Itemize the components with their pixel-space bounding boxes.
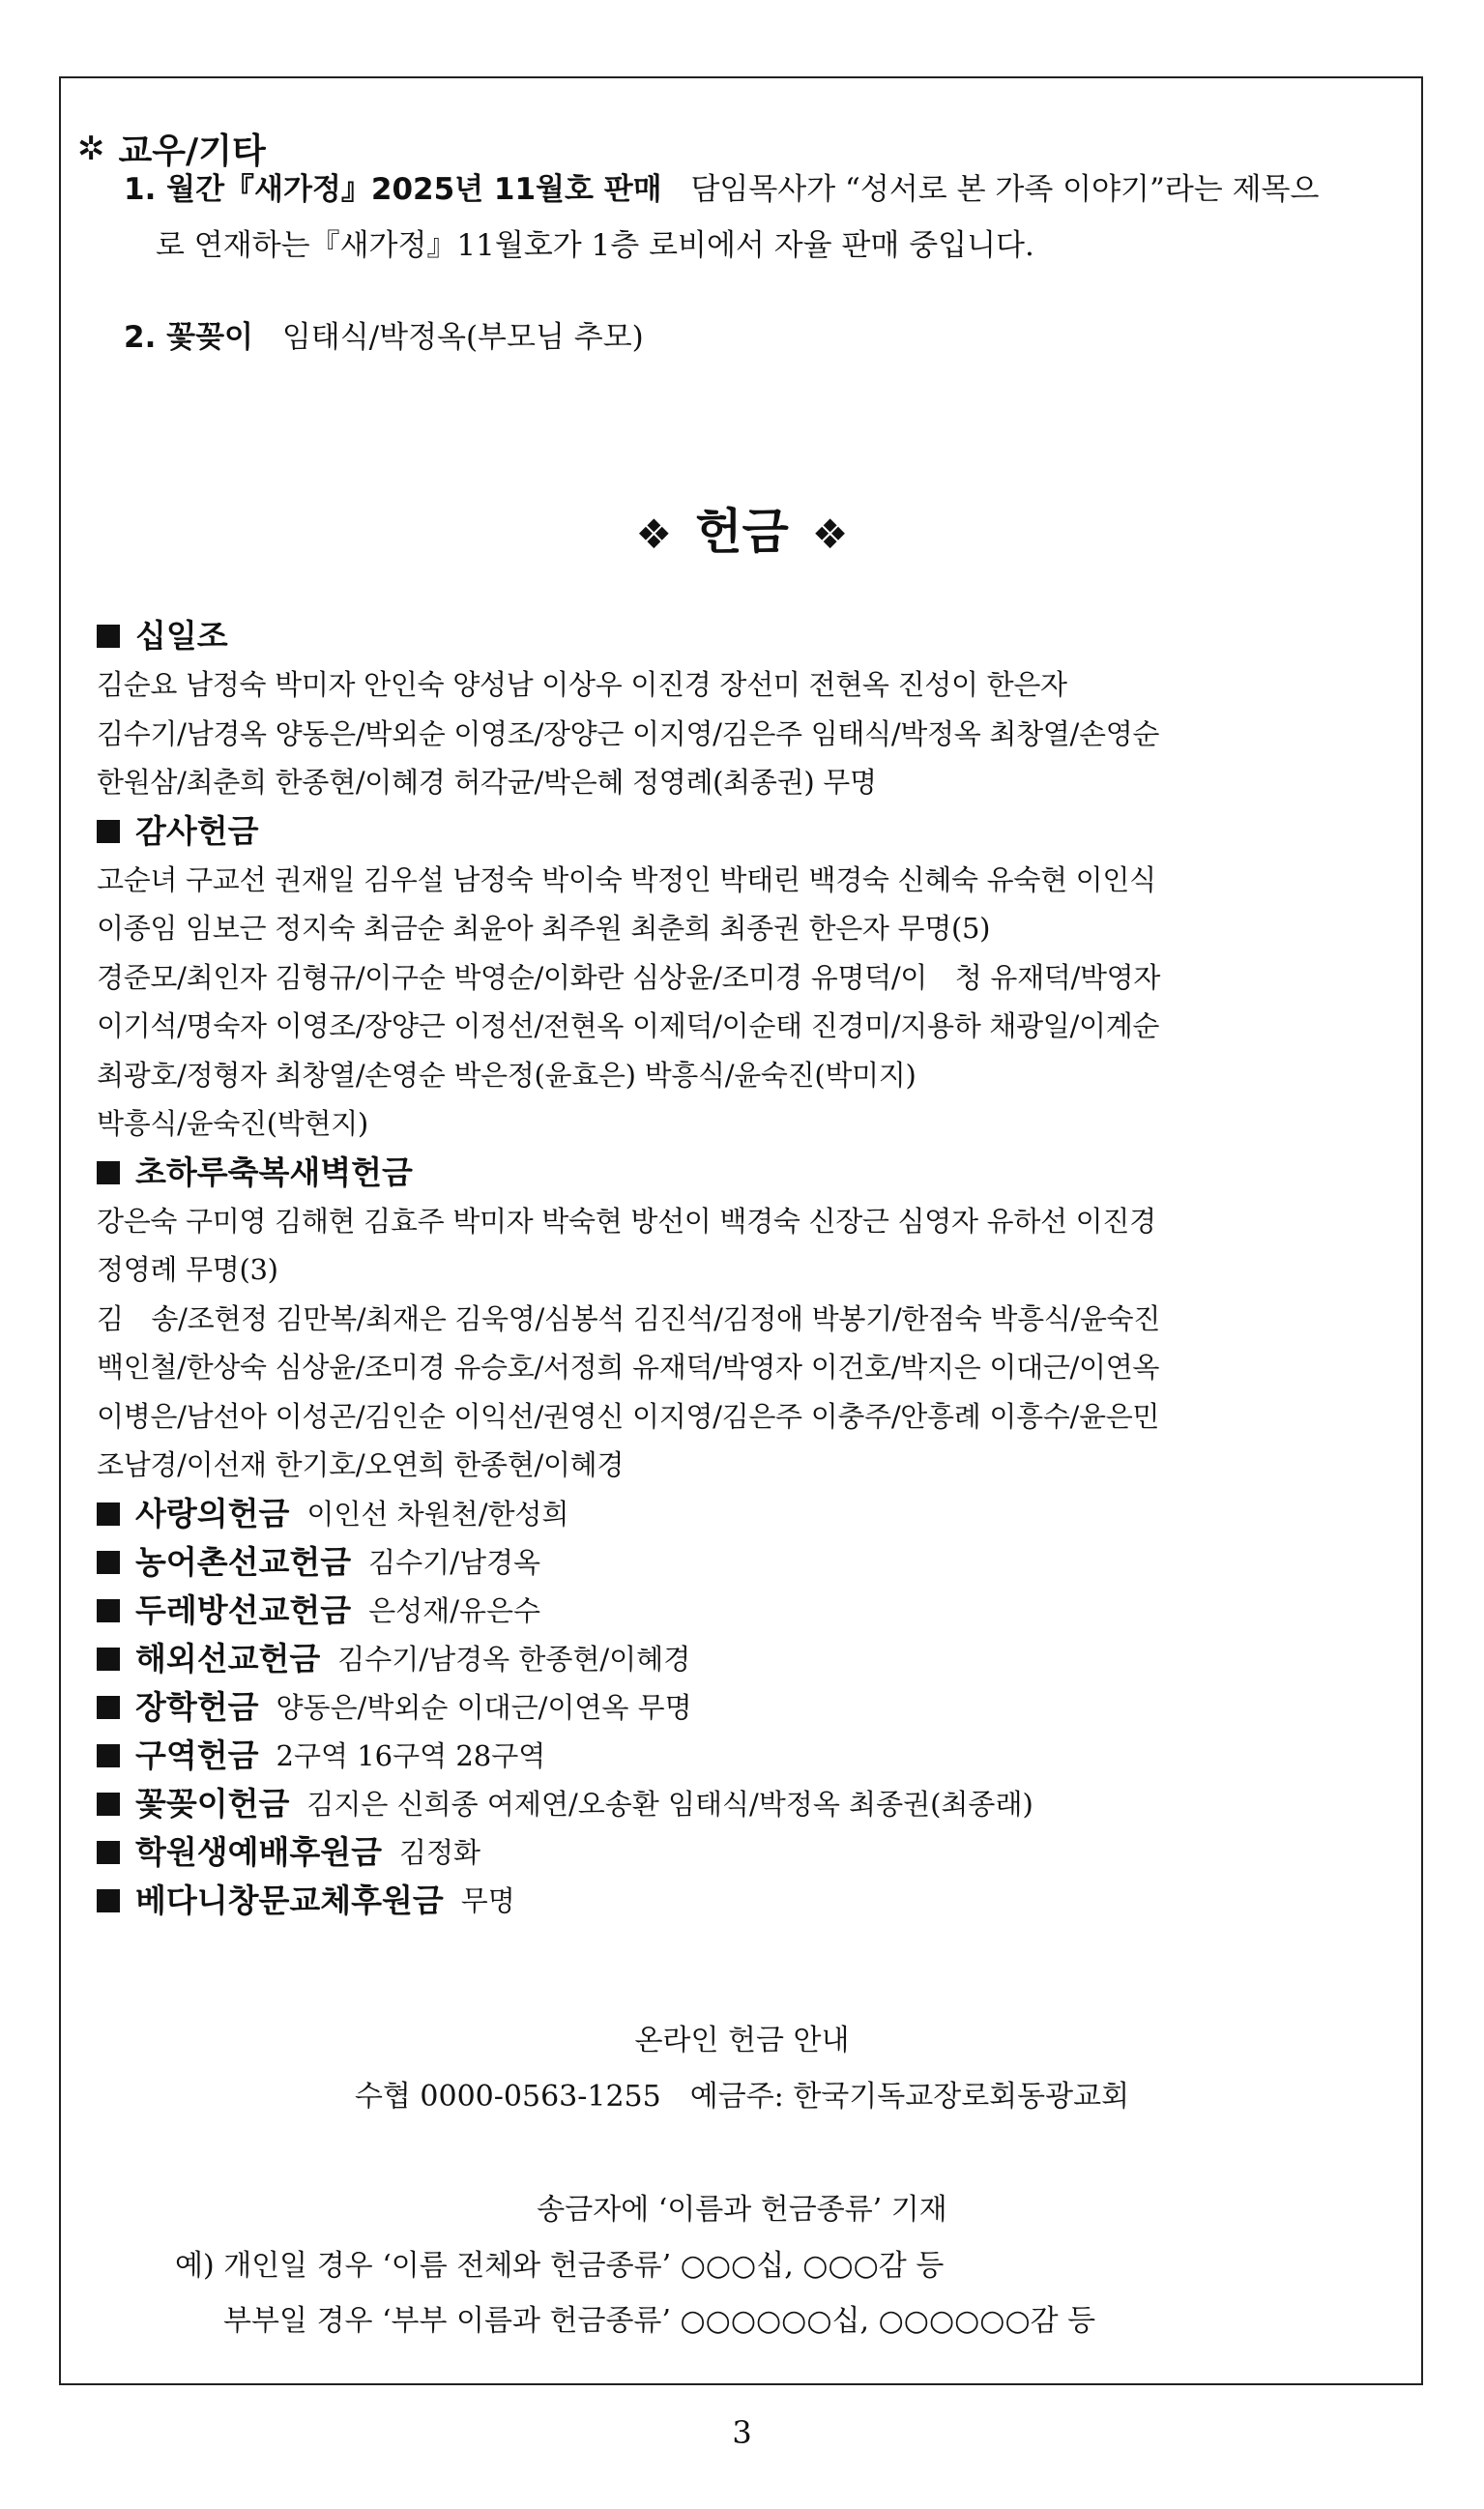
list-item: 김순요 남정숙 박미자 안인숙 양성남 이상우 이진경 장선미 전현옥 진성이 한은자 <box>97 668 1067 701</box>
online-example-individual: 예) 개인일 경우 ‘이름 전체와 헌금종류’ ○○○십, ○○○감 등 <box>175 2249 945 2283</box>
list-item: 조남경/이선재 한기호/오연희 한종현/이혜경 <box>97 1448 625 1481</box>
section-tithe-heading: 십일조 <box>97 612 1392 660</box>
online-title: 온라인 헌금 안내 <box>634 2024 850 2057</box>
list-item: 고순녀 구교선 권재일 김우설 남정숙 박이숙 박정인 박태린 백경숙 신혜숙 유숙현 이인식 <box>97 862 1156 896</box>
page-number: 3 <box>732 2414 752 2451</box>
list-item: 한원삼/최춘희 한종현/이혜경 허각균/박은혜 정영례(최종권) 무명 <box>97 766 877 799</box>
square-bullet-icon <box>97 1744 120 1767</box>
list-item: 이기석/명숙자 이영조/장양근 이정선/전현옥 이제덕/이순태 진경미/지용하 채광일/이계순 <box>97 1009 1160 1042</box>
section-scholarship: 장학헌금 양동은/박외순 이대근/이연옥 무명 <box>97 1683 1392 1732</box>
asterisk-icon: ✲ <box>77 129 105 168</box>
notice-item-1-lead: 1. 월간『새가정』2025년 11월호 판매 <box>124 172 662 207</box>
notice-heading-text: 교우/기타 <box>118 131 266 171</box>
section-durebang-mission: 두레방선교헌금 은성재/유은수 <box>97 1587 1392 1635</box>
diamond-icon: ❖ <box>811 511 849 558</box>
online-example-couple: 부부일 경우 ‘부부 이름과 헌금종류’ ○○○○○○십, ○○○○○○감 등 <box>223 2304 1096 2338</box>
square-bullet-icon <box>97 1161 120 1184</box>
list-item: 백인철/한상숙 심상윤/조미경 유승호/서정희 유재덕/박영자 이건호/박지은 이대근/이연옥 <box>97 1351 1160 1384</box>
square-bullet-icon <box>97 625 120 648</box>
online-instruction: 송금자에 ‘이름과 헌금종류’ 기재 <box>537 2193 947 2227</box>
list-item: 경준모/최인자 김형규/이구순 박영순/이화란 심상윤/조미경 유명덕/이 청 유재덕/박영자 <box>97 960 1161 994</box>
square-bullet-icon <box>97 1889 120 1912</box>
notice-item-1-continued: 로 연재하는『새가정』11월호가 1층 로비에서 자율 판매 중입니다. <box>156 228 1034 263</box>
section-district: 구역헌금 2구역 16구역 28구역 <box>97 1732 1392 1780</box>
square-bullet-icon <box>97 820 120 843</box>
square-bullet-icon <box>97 1599 120 1622</box>
section-love-offering: 사랑의헌금 이인선 차원천/한성희 <box>97 1490 1392 1538</box>
offering-title-text: 헌금 <box>695 504 789 560</box>
section-thanksgiving-heading: 감사헌금 <box>97 807 1392 856</box>
square-bullet-icon <box>97 1502 120 1526</box>
list-item: 김 송/조현정 김만복/최재은 김욱영/심봉석 김진석/김정애 박봉기/한점숙 박흥식/윤숙진 <box>97 1301 1161 1335</box>
section-bethany-window: 베다니창문교체후원금 무명 <box>97 1877 1392 1925</box>
square-bullet-icon <box>97 1841 120 1864</box>
square-bullet-icon <box>97 1648 120 1671</box>
section-dawn-offering-heading: 초하루축복새벽헌금 <box>97 1149 1392 1197</box>
diamond-icon: ❖ <box>635 511 673 558</box>
section-rural-mission: 농어촌선교헌금 김수기/남경옥 <box>97 1538 1392 1587</box>
section-flower: 꽃꽂이헌금 김지은 신희종 여제연/오송환 임태식/박정옥 최종권(최종래) <box>97 1780 1392 1828</box>
offering-sections <box>97 612 1392 1925</box>
list-item: 강은숙 구미영 김해현 김효주 박미자 박숙현 방선이 백경숙 신장근 심영자 유하선 이진경 <box>97 1204 1156 1238</box>
square-bullet-icon <box>97 1696 120 1719</box>
list-item: 이병은/남선아 이성곤/김인순 이익선/권영신 이지영/김은주 이충주/안흥례 이흥수/윤은민 <box>97 1399 1160 1433</box>
list-item: 최광호/정형자 최창열/손영순 박은정(윤효은) 박흥식/윤숙진(박미지) <box>97 1058 917 1092</box>
notice-item-1 <box>124 161 1319 218</box>
notice-item-1-text: 담임목사가 “성서로 본 가족 이야기”라는 제목으 <box>690 172 1320 207</box>
square-bullet-icon <box>97 1551 120 1574</box>
notice-item-2 <box>124 309 644 365</box>
list-item: 김수기/남경옥 양동은/박외순 이영조/장양근 이지영/김은주 임태식/박정옥 최창열/손영순 <box>97 716 1160 750</box>
online-account: 수협 0000-0563-1255 예금주: 한국기독교장로회동광교회 <box>354 2080 1130 2114</box>
list-item: 정영례 무명(3) <box>97 1253 278 1286</box>
section-student-worship: 학원생예배후원금 김정화 <box>97 1828 1392 1877</box>
notice-item-2-text: 임태식/박정옥(부모님 추모) <box>281 320 644 355</box>
notice-item-2-lead: 2. 꽃꽂이 <box>124 320 253 355</box>
list-item: 박흥식/윤숙진(박현지) <box>97 1107 368 1140</box>
offering-title <box>0 493 1484 563</box>
square-bullet-icon <box>97 1793 120 1816</box>
section-overseas-mission: 해외선교헌금 김수기/남경옥 한종현/이혜경 <box>97 1635 1392 1683</box>
list-item: 이종임 임보근 정지숙 최금순 최윤아 최주원 최춘희 최종권 한은자 무명(5) <box>97 912 991 945</box>
